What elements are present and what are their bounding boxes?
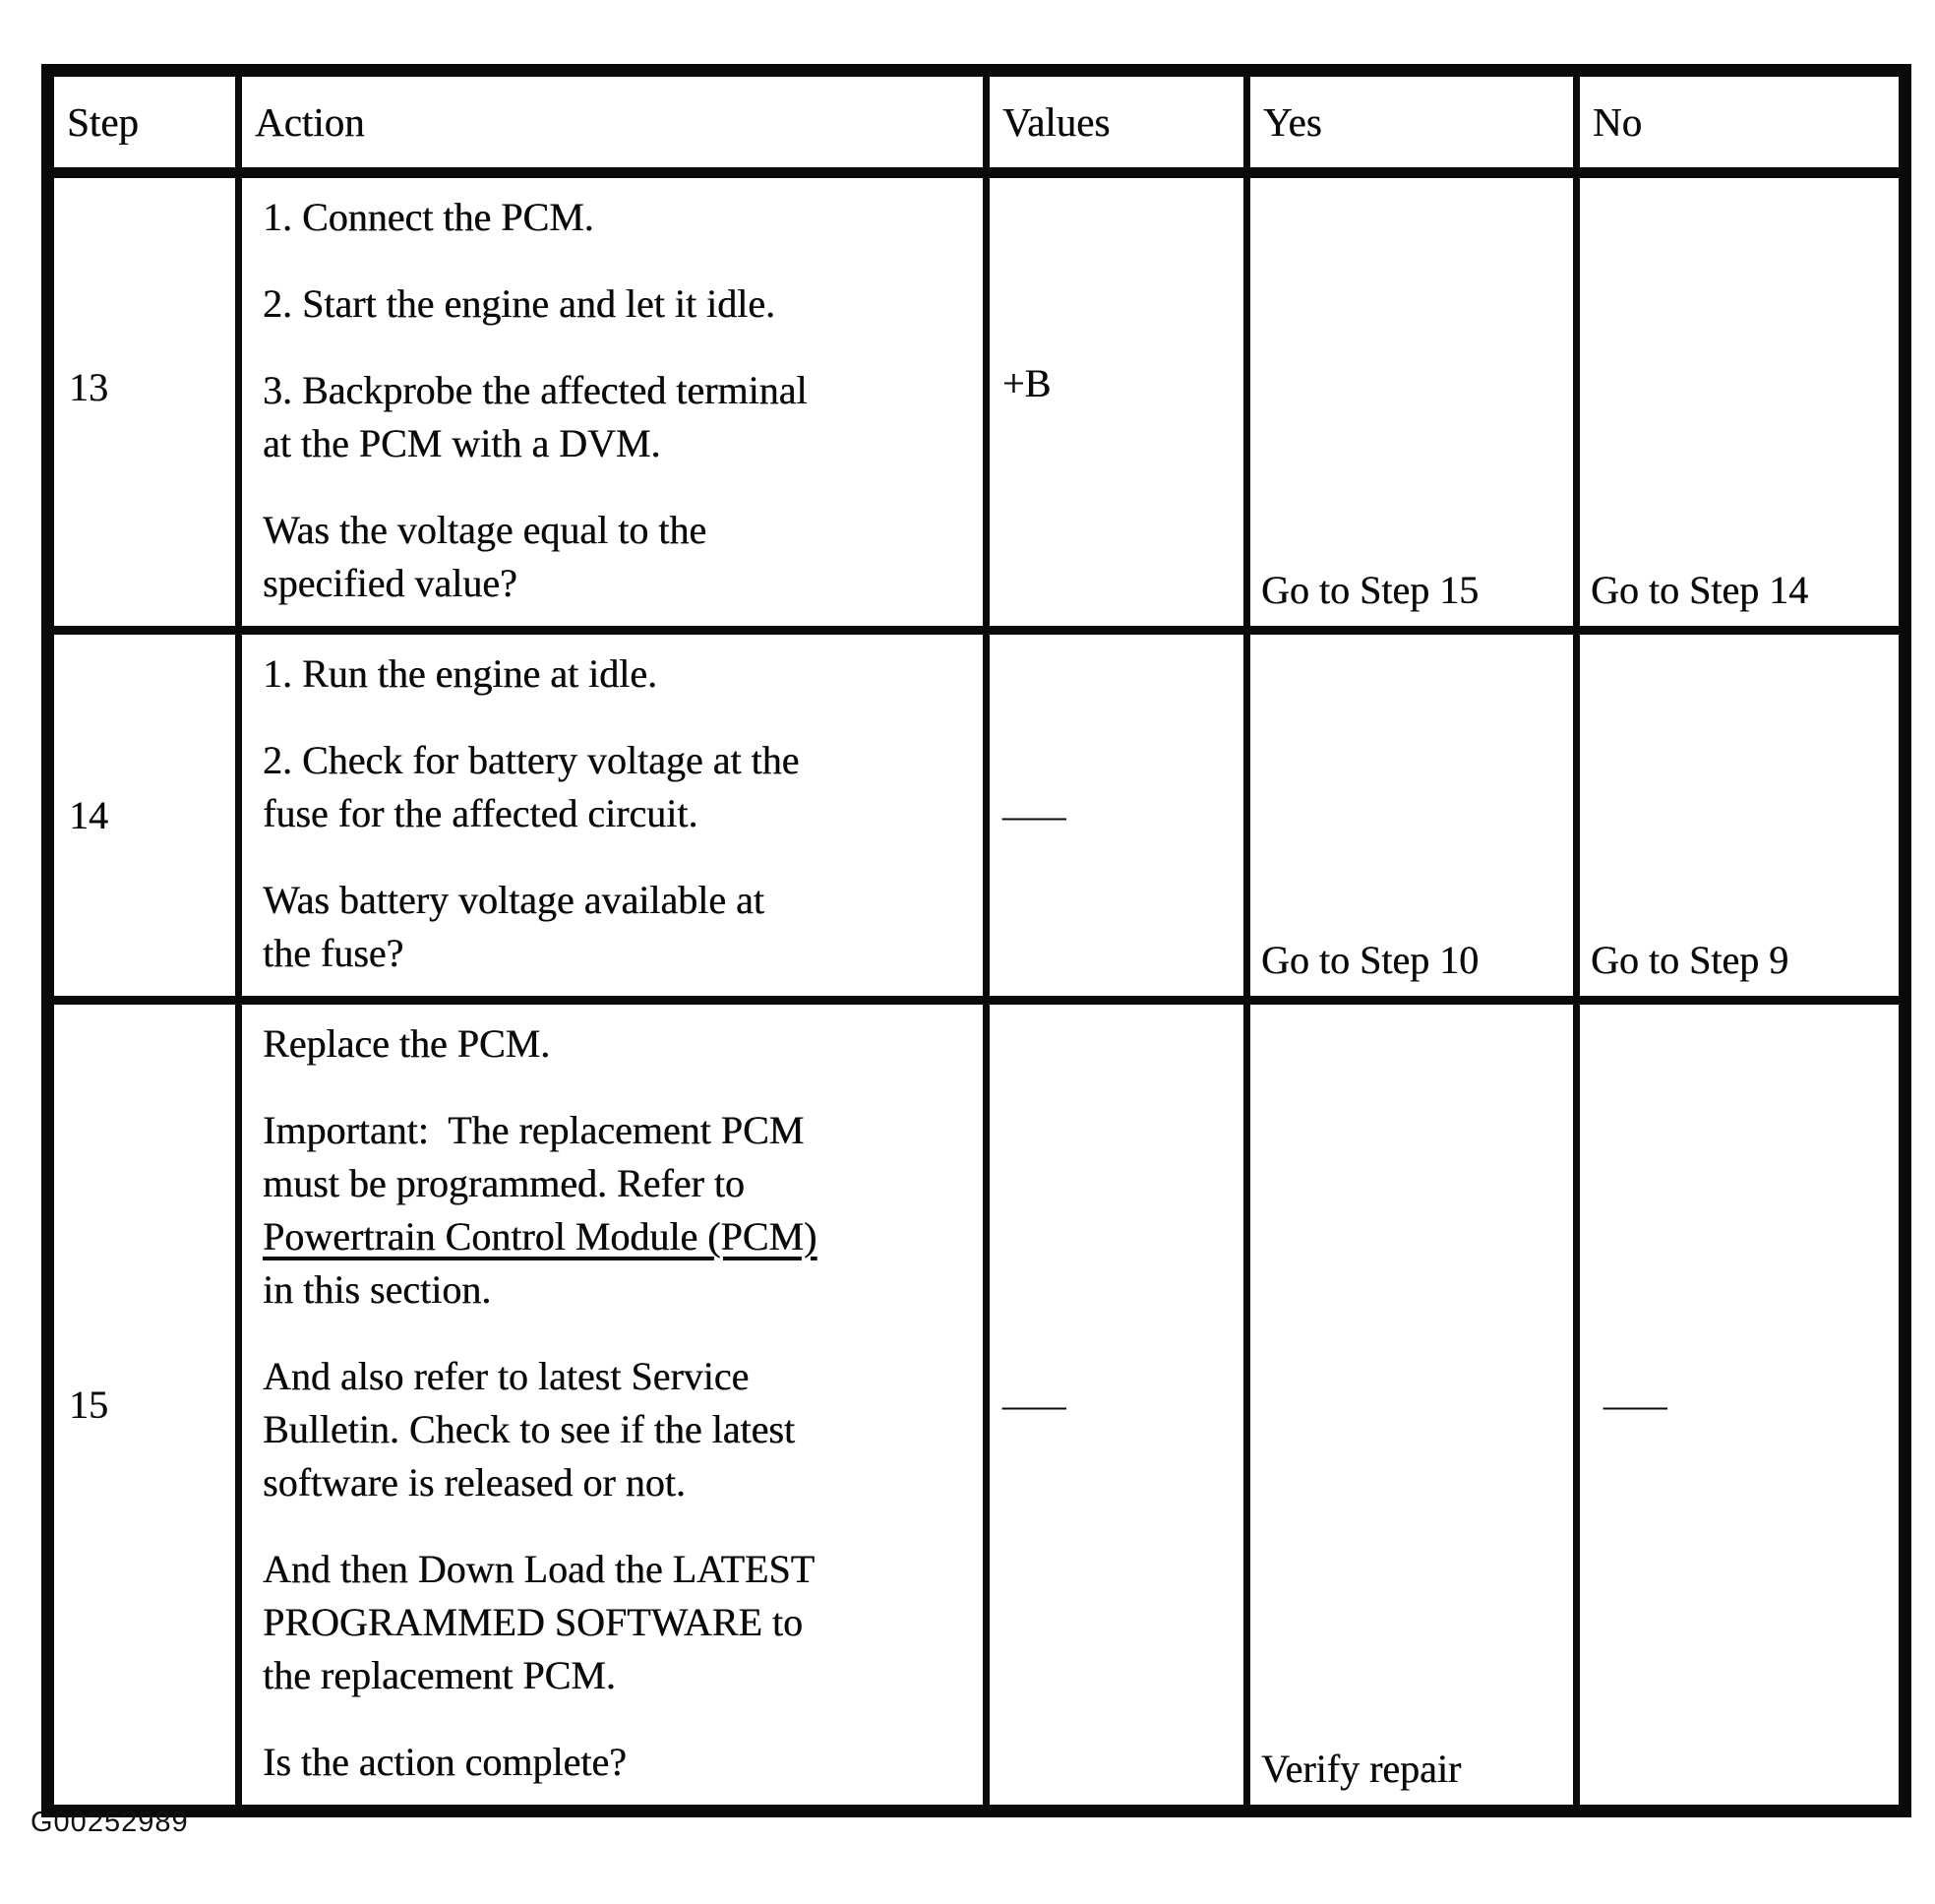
- dash-placeholder: —: [1002, 1382, 1065, 1427]
- action-paragraph: 3. Backprobe the affected terminal at the PCM with a DVM.: [263, 368, 808, 465]
- step-number: 13: [69, 365, 108, 409]
- dash-placeholder: —: [1603, 1382, 1666, 1427]
- header-step: Step: [48, 71, 239, 173]
- step-number: 14: [69, 792, 108, 837]
- action-paragraph: 2. Check for battery voltage at the fuse for the affected circuit.: [263, 738, 800, 835]
- values-cell: [987, 173, 1247, 631]
- action-important-note: Important: The replacement PCM must be programmed. Refer to Powertrain Control Module (PCM) in this section.: [263, 1104, 963, 1317]
- figure-code: G00252989: [30, 1807, 189, 1838]
- action-cell: [239, 631, 987, 1001]
- action-paragraph: 1. Connect the PCM.: [263, 195, 594, 239]
- diagnostic-steps-table: [41, 64, 1911, 1817]
- header-yes: Yes: [1247, 71, 1577, 173]
- action-cell: [239, 173, 987, 631]
- action-question: Was the voltage equal to the specified value?: [263, 508, 707, 605]
- yes-text: Verify repair: [1261, 1747, 1462, 1791]
- action-paragraph: 2. Start the engine and let it idle.: [263, 281, 775, 326]
- yes-cell: [1247, 631, 1577, 1001]
- yes-cell: [1247, 173, 1577, 631]
- no-cell: [1577, 631, 1905, 1001]
- yes-text: Go to Step 10: [1261, 938, 1480, 982]
- yes-cell: [1247, 1001, 1577, 1812]
- yes-text: Go to Step 15: [1261, 568, 1480, 612]
- table-row-step-14: [48, 631, 1905, 1001]
- header-row: [48, 71, 1905, 173]
- pcm-reference-link: Powertrain Control Module (PCM): [263, 1214, 817, 1259]
- no-cell: [1577, 173, 1905, 631]
- header-action: Action: [239, 71, 987, 173]
- table-row-step-15: [48, 1001, 1905, 1812]
- step-number-cell: [48, 173, 239, 631]
- header-values: Values: [987, 71, 1247, 173]
- step-number-cell: [48, 631, 239, 1001]
- action-question: Was battery voltage available at the fuse?: [263, 878, 764, 975]
- dash-placeholder: —: [1002, 792, 1065, 837]
- action-cell: [239, 1001, 987, 1812]
- no-cell: [1577, 1001, 1905, 1812]
- values-cell: [987, 631, 1247, 1001]
- header-no: No: [1577, 71, 1905, 173]
- action-paragraph: 1. Run the engine at idle.: [263, 651, 658, 696]
- step-number: 15: [69, 1382, 108, 1427]
- values-cell: [987, 1001, 1247, 1812]
- step-number-cell: [48, 1001, 239, 1812]
- table-row-step-13: [48, 173, 1905, 631]
- action-paragraph: And then Down Load the LATEST PROGRAMMED SOFTWARE to the replacement PCM.: [263, 1547, 816, 1697]
- no-text: Go to Step 14: [1591, 568, 1809, 612]
- value-text: +B: [1002, 361, 1052, 405]
- action-paragraph: Replace the PCM.: [263, 1021, 551, 1066]
- no-text: Go to Step 9: [1591, 938, 1789, 982]
- action-question: Is the action complete?: [263, 1740, 627, 1784]
- action-paragraph: And also refer to latest Service Bulletin. Check to see if the latest software is released or not.: [263, 1354, 795, 1505]
